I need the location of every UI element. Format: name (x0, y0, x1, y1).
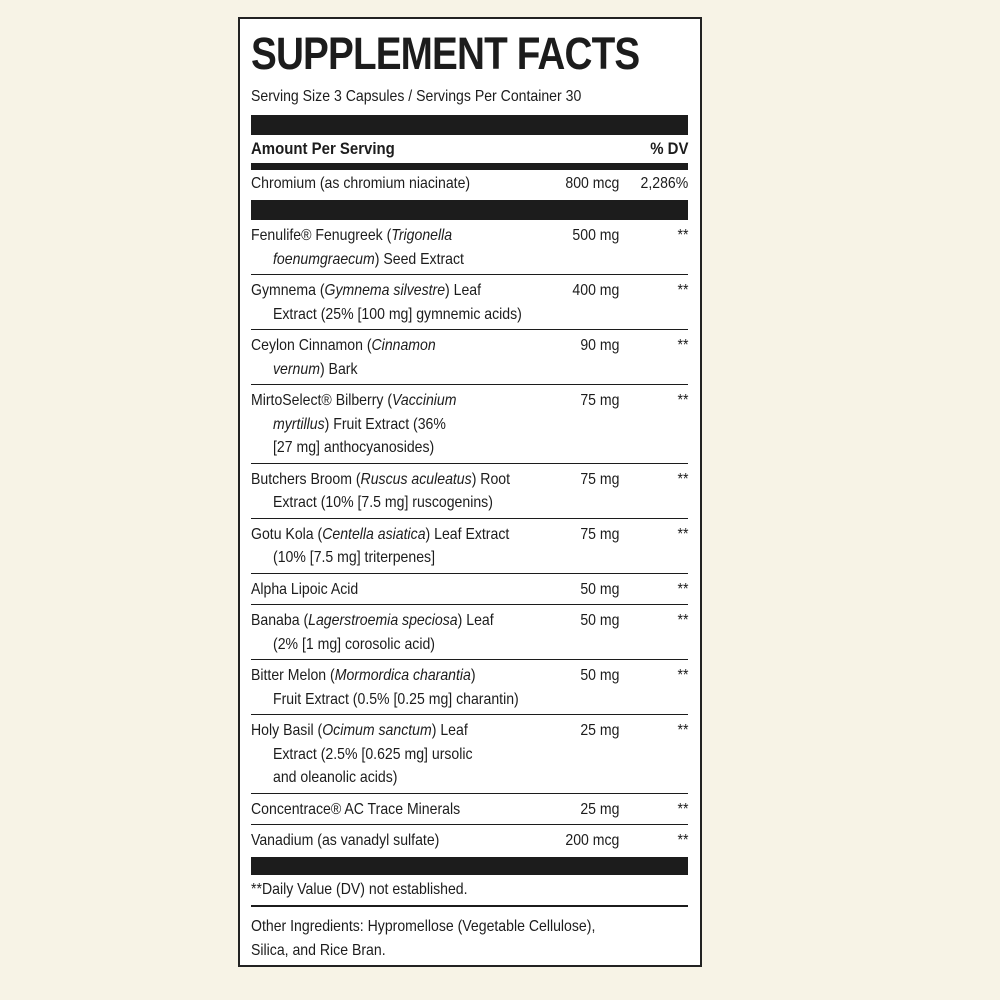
ingredient-text: Fenulife® Fenugreek ( (251, 227, 392, 244)
ingredient-name (251, 334, 547, 381)
ingredient-amount: 500 mg (572, 227, 619, 244)
ingredient-amount: 90 mg (579, 337, 619, 354)
ingredient-name-line (251, 279, 511, 303)
ingredient-row (251, 660, 688, 715)
ingredient-row (251, 330, 688, 385)
footnote (251, 875, 688, 907)
ingredient-row (251, 825, 688, 855)
ingredient-dv: ** (677, 580, 688, 598)
ingredient-name (251, 798, 547, 822)
ingredient-dv: ** (677, 392, 688, 409)
ingredient-amount: 75 mg (579, 392, 619, 409)
ingredient-list (251, 220, 688, 855)
ingredient-text: ) Leaf (457, 612, 494, 629)
ingredient-name (251, 609, 547, 656)
ingredient-text: [27 mg] anthocyanosides) (273, 439, 435, 456)
ingredient-text: (10% [7.5 mg] triterpenes] (273, 549, 436, 566)
ingredient-name-line (251, 436, 511, 460)
ingredient-amount: 50 mg (579, 580, 619, 598)
ingredient-text: ) Seed Extract (374, 250, 464, 268)
ingredient-text: and oleanolic acids) (273, 769, 398, 786)
chromium-name: Chromium (as chromium niacinate) (251, 175, 471, 192)
label-title: SUPPLEMENT FACTS (251, 28, 640, 79)
ingredient-row (251, 574, 688, 606)
ingredient-name (251, 829, 547, 853)
ingredient-text: Banaba ( (251, 612, 309, 629)
ingredient-text: ) Fruit Extract (36% (324, 415, 446, 433)
ingredient-name-line (251, 468, 511, 492)
ingredient-name-line (251, 766, 511, 790)
ingredient-name-line (251, 523, 511, 547)
ingredient-name (251, 389, 547, 460)
ingredient-name-line (251, 224, 511, 248)
ingredient-row (251, 605, 688, 660)
chromium-dv: 2,286% (640, 175, 688, 192)
ingredient-name (251, 719, 547, 790)
divider-bar-bottom (251, 857, 688, 875)
botanical-name: Ruscus aculeatus (360, 470, 472, 488)
ingredient-text: (2% [1 mg] corosolic acid) (273, 635, 435, 653)
ingredient-text: Holy Basil ( (251, 722, 323, 739)
ingredient-text: ) Bark (319, 360, 358, 378)
ingredient-name-line (251, 688, 519, 712)
ingredient-amount: 25 mg (579, 722, 619, 739)
ingredient-name (251, 279, 547, 326)
ingredient-text: Vanadium (as vanadyl sulfate) (251, 832, 440, 849)
botanical-name: foenumgraecum (273, 250, 375, 268)
botanical-name: Trigonella (391, 227, 453, 244)
botanical-name: Cinnamon (371, 337, 436, 354)
ingredient-name-line (251, 743, 511, 767)
ingredient-amount: 75 mg (579, 470, 619, 488)
ingredient-name-line (251, 413, 511, 437)
ingredient-name-line (251, 303, 522, 327)
ingredient-text: Extract (25% [100 mg] gymnemic acids) (273, 305, 522, 323)
ingredient-row (251, 275, 688, 330)
ingredient-text: Bitter Melon ( (251, 667, 335, 684)
chromium-row (251, 170, 688, 198)
ingredient-text: Extract (2.5% [0.625 mg] ursolic (273, 745, 473, 763)
botanical-name: Ocimum sanctum (322, 722, 432, 739)
botanical-name: myrtillus (273, 415, 325, 433)
ingredient-dv: ** (677, 722, 688, 739)
ingredient-text: ) Leaf (445, 282, 482, 299)
botanical-name: vernum (273, 360, 320, 378)
ingredient-dv: ** (677, 282, 688, 299)
ingredient-text: ) Leaf Extract (425, 525, 510, 543)
ingredient-row (251, 715, 688, 794)
botanical-name: Lagerstroemia speciosa (308, 612, 458, 629)
divider-bar-middle (251, 200, 688, 220)
supplement-facts-label (238, 17, 702, 967)
ingredient-dv: ** (677, 667, 688, 684)
ingredient-name-line (251, 358, 511, 382)
ingredient-text: Alpha Lipoic Acid (251, 580, 359, 598)
ingredient-amount: 75 mg (579, 525, 619, 543)
ingredient-name (251, 523, 547, 570)
ingredient-text: ) (470, 667, 476, 684)
ingredient-text: MirtoSelect® Bilberry ( (251, 392, 393, 409)
divider-bar-top (251, 115, 688, 135)
ingredient-dv: ** (677, 227, 688, 244)
ingredient-name-line (251, 546, 511, 570)
footnote-text: **Daily Value (DV) not established. (251, 880, 468, 898)
ingredient-amount: 200 mcg (564, 832, 619, 849)
ingredient-row (251, 519, 688, 574)
ingredient-dv: ** (677, 525, 688, 543)
ingredient-dv: ** (677, 470, 688, 488)
ingredient-name-line (251, 798, 511, 822)
ingredient-dv: ** (677, 337, 688, 354)
ingredient-name (251, 224, 547, 271)
ingredient-name-line (251, 248, 511, 272)
ingredient-dv: ** (677, 832, 688, 849)
ingredient-row (251, 464, 688, 519)
header-row (251, 135, 688, 170)
other-ingredients-line-2: Silica, and Rice Bran. (251, 941, 386, 959)
dv-heading: % DV (649, 139, 688, 158)
amount-per-serving-heading: Amount Per Serving (251, 139, 395, 158)
ingredient-name-line (251, 334, 511, 358)
ingredient-name-line (251, 664, 511, 688)
ingredient-name-line (251, 829, 511, 853)
ingredient-name-line (251, 719, 511, 743)
ingredient-text: Fruit Extract (0.5% [0.25 mg] charantin) (273, 690, 519, 708)
other-ingredients (251, 907, 688, 963)
ingredient-amount: 50 mg (579, 667, 619, 684)
ingredient-amount: 25 mg (579, 800, 619, 818)
ingredient-text: Gymnema ( (251, 282, 325, 299)
ingredient-text: ) Root (471, 470, 511, 488)
ingredient-amount: 400 mg (572, 282, 619, 299)
ingredient-name-line (251, 609, 511, 633)
ingredient-name (251, 468, 547, 515)
ingredient-text: Gotu Kola ( (251, 525, 323, 543)
ingredient-name (251, 664, 547, 711)
ingredient-name-line (251, 389, 511, 413)
ingredient-text: Concentrace® AC Trace Minerals (251, 800, 461, 818)
ingredient-name (251, 578, 547, 602)
other-ingredients-line-1: Other Ingredients: Hypromellose (Vegetable Cellulose), (251, 917, 596, 935)
ingredient-row (251, 385, 688, 464)
ingredient-text: ) Leaf (431, 722, 468, 739)
ingredient-amount: 50 mg (579, 612, 619, 629)
chromium-amount: 800 mcg (564, 175, 619, 192)
ingredient-text: Butchers Broom ( (251, 470, 361, 488)
ingredient-row (251, 794, 688, 826)
ingredient-name-line (251, 491, 511, 515)
ingredient-text: Extract (10% [7.5 mg] ruscogenins) (273, 494, 493, 511)
ingredient-name-line (251, 633, 511, 657)
ingredient-dv: ** (677, 612, 688, 629)
ingredient-text: Ceylon Cinnamon ( (251, 337, 372, 354)
ingredient-dv: ** (677, 800, 688, 818)
ingredient-row (251, 220, 688, 275)
botanical-name: Centella asiatica (322, 525, 426, 543)
ingredient-name-line (251, 578, 511, 602)
botanical-name: Gymnema silvestre (324, 282, 446, 299)
botanical-name: Mormordica charantia (334, 667, 471, 684)
serving-info: Serving Size 3 Capsules / Servings Per Container 30 (251, 88, 582, 105)
botanical-name: Vaccinium (392, 392, 457, 409)
